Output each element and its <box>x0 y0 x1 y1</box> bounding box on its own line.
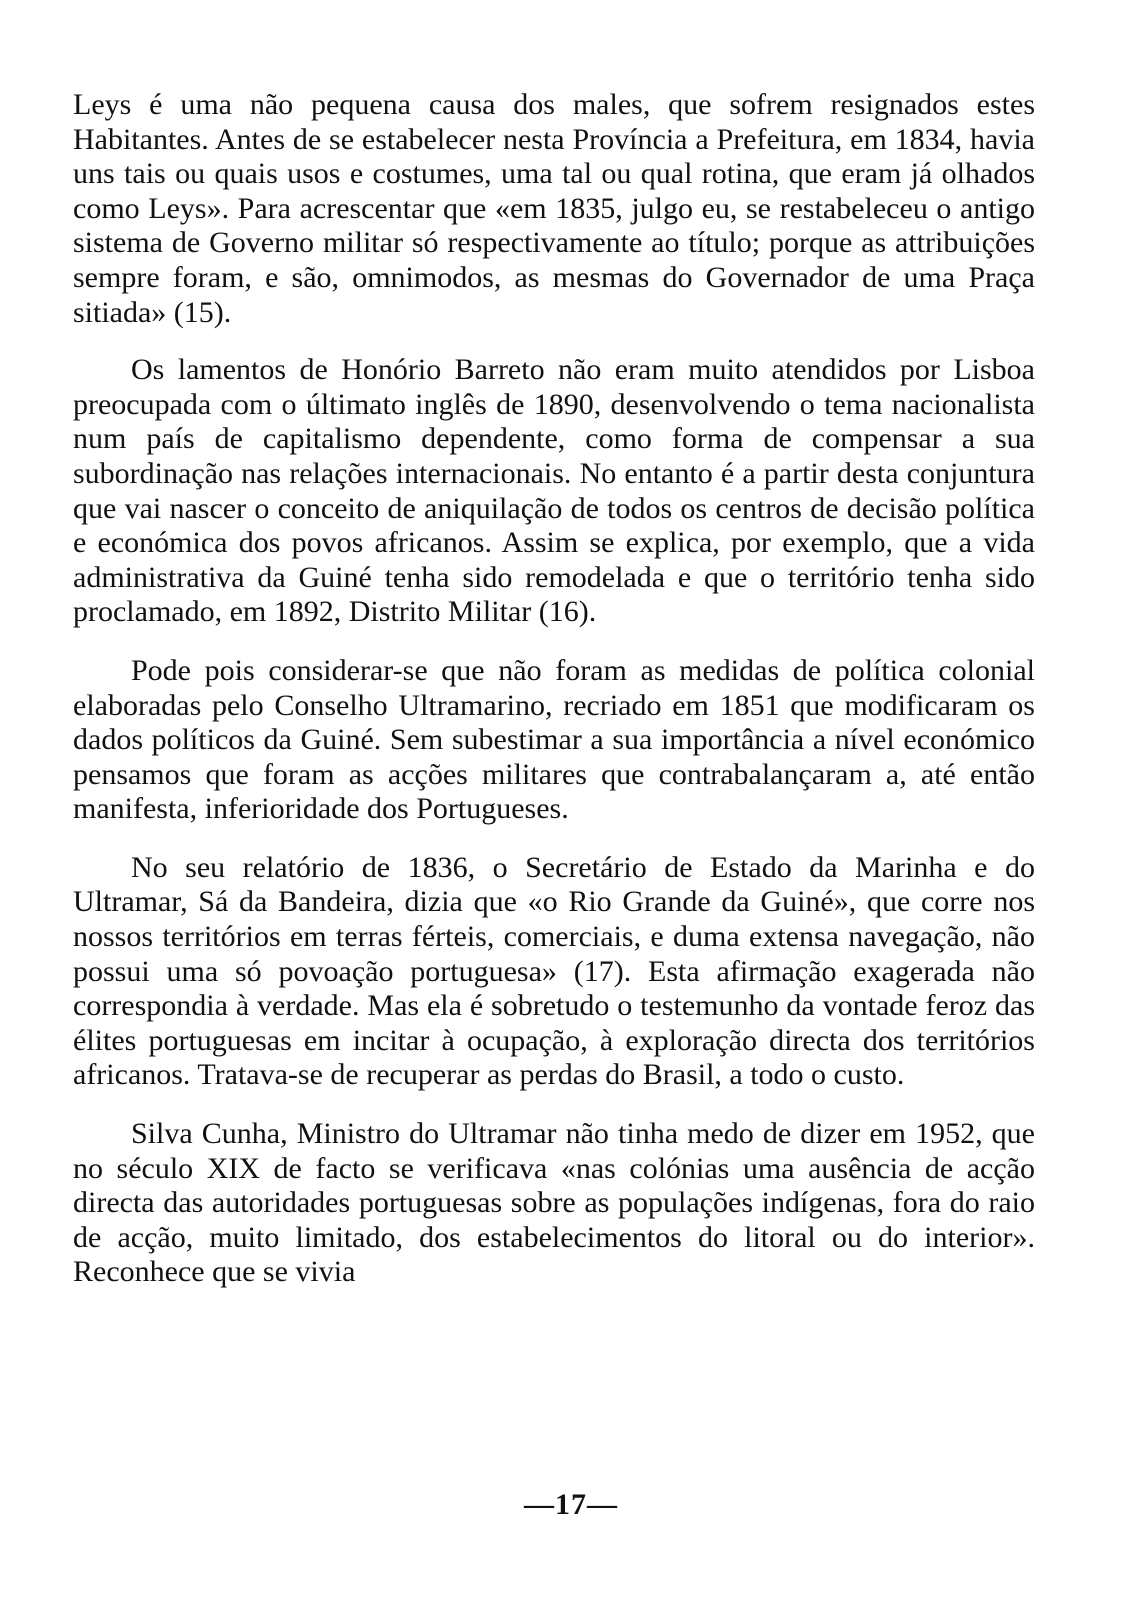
paragraph-honorio-barreto: Os lamentos de Honório Barreto não eram muito atendidos por Lisboa preocupada com o últimato inglês de 1890, desenvolvendo o tema nacionalista num país de capitalismo dependente, como forma de compensar a sua subordinação nas relações internacionais. No entanto é a partir desta conjuntura que vai nascer o conceito de aniquilação de todos os centros de decisão política e económica dos povos africanos. Assim se explica, por exemplo, que a vida administrativa da Guiné tenha sido remodelada e que o território tenha sido proclamado, em 1892, Distrito Militar (16). <box>73 353 1035 629</box>
body-text <box>73 88 1035 1290</box>
paragraph-continuation: Leys é uma não pequena causa dos males, que sofrem resignados estes Habitantes. Antes de se estabelecer nesta Província a Prefeitura, em 1834, havia uns tais ou quais usos e costumes, uma tal ou qual rotina, que eram já olhados como Leys». Para acrescentar que «em 1835, julgo eu, se restabeleceu o antigo sistema de Governo militar só respectivamente ao título; porque as attribuições sempre foram, e são, omnimodos, as mesmas do Governador de uma Praça sitiada» (15). <box>73 88 1035 329</box>
paragraph-silva-cunha: Silva Cunha, Ministro do Ultramar não tinha medo de dizer em 1952, que no século XIX de facto se verificava «nas colónias uma ausência de acção directa das autoridades portuguesas sobre as populações indígenas, fora do raio de acção, muito limitado, dos estabelecimentos do litoral ou do interior». Reconhece que se vivia <box>73 1117 1035 1289</box>
paragraph-relatorio-1836: No seu relatório de 1836, o Secretário de Estado da Marinha e do Ultramar, Sá da Bandeira, dizia que «o Rio Grande da Guiné», que corre nos nossos territórios em terras férteis, comerciais, e duma extensa navegação, não possui uma só povoação portuguesa» (17). Esta afirmação exagerada não correspondia à verdade. Mas ela é sobretudo o testemunho da vontade feroz das élites portuguesas em incitar à ocupação, à exploração directa dos territórios africanos. Tratava-se de recuperar as perdas do Brasil, a todo o custo. <box>73 850 1035 1092</box>
paragraph-conselho-ultramarino: Pode pois considerar-se que não foram as medidas de política colonial elaboradas pelo Conselho Ultramarino, recriado em 1851 que modificaram os dados políticos da Guiné. Sem subestimar a sua importância a nível económico pensamos que foram as acções militares que contrabalançaram a, até então manifesta, inferioridade dos Portugueses. <box>73 653 1035 826</box>
page-number: —17— <box>524 1488 618 1521</box>
